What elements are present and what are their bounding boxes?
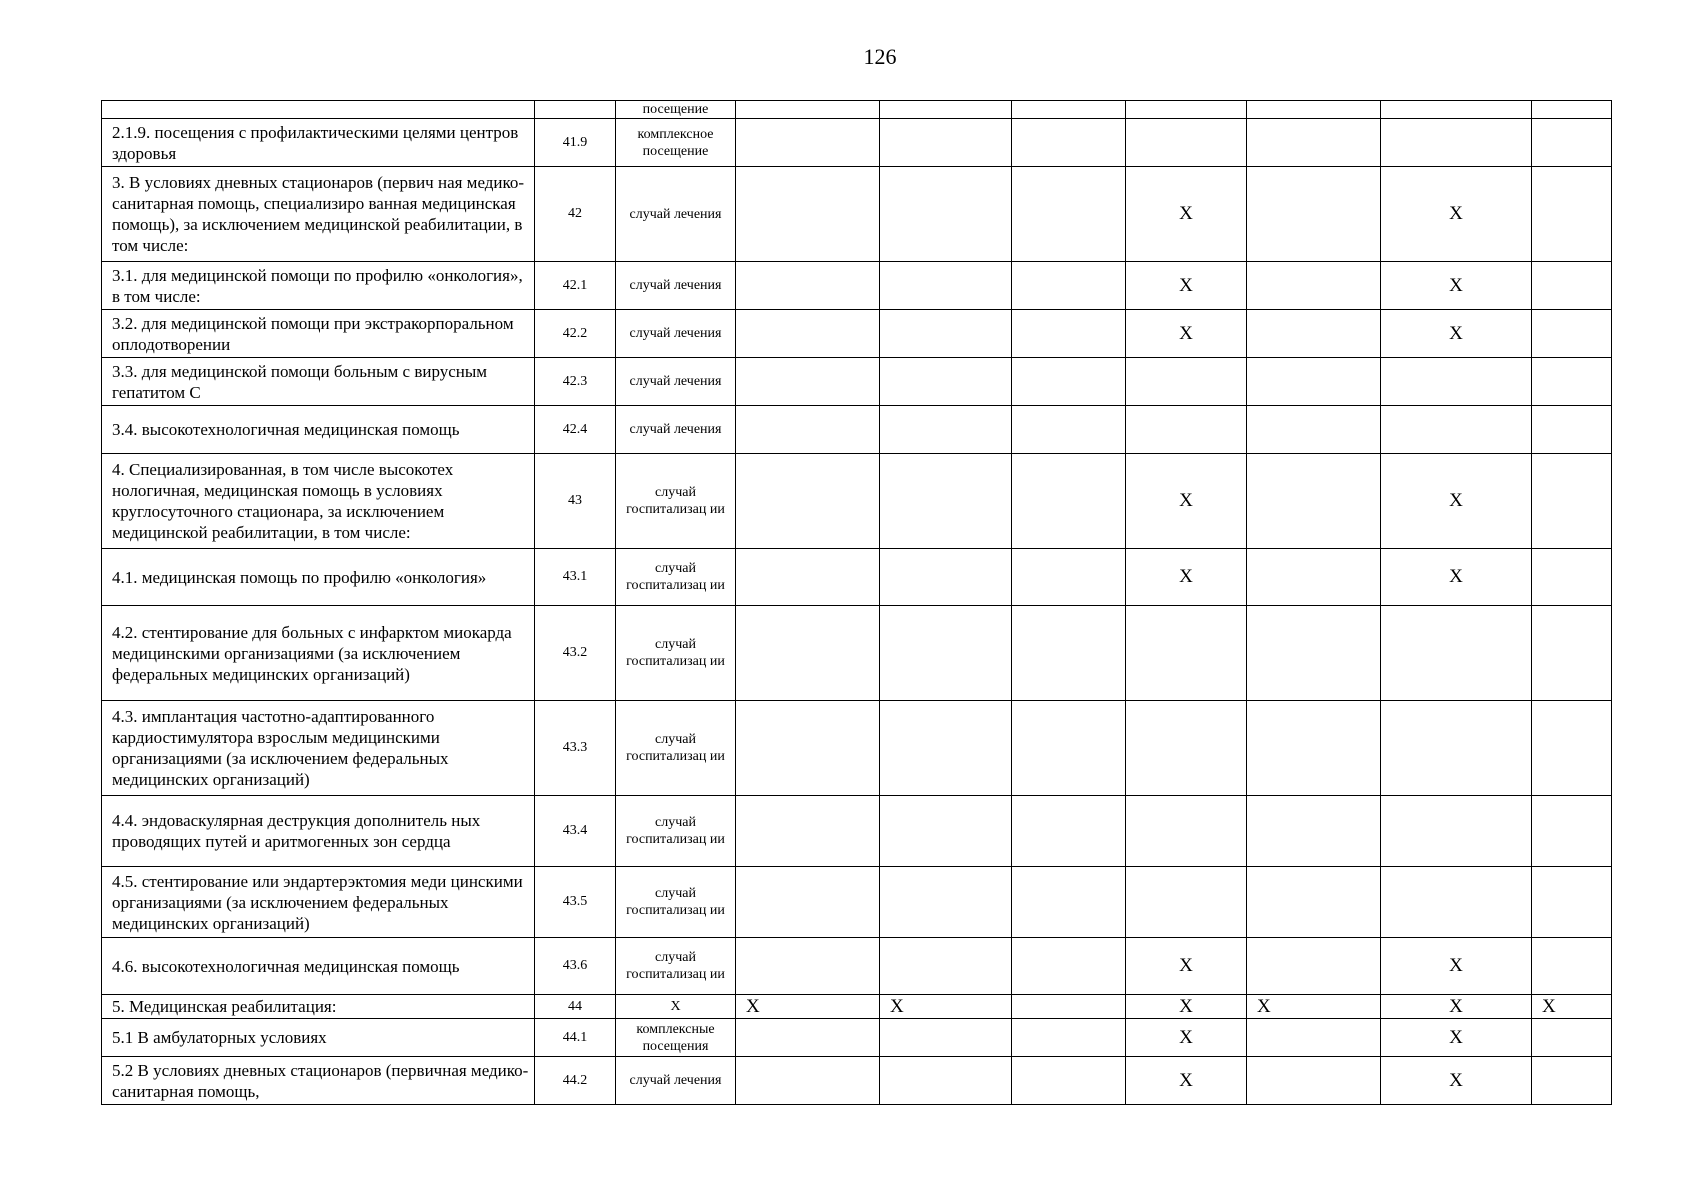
empty-cell xyxy=(1126,358,1247,406)
empty-cell xyxy=(880,119,1012,167)
empty-cell xyxy=(736,938,880,995)
empty-cell xyxy=(1012,119,1126,167)
empty-cell xyxy=(736,1057,880,1105)
empty-cell xyxy=(1012,867,1126,938)
x-mark-cell: Х xyxy=(1381,995,1532,1019)
x-mark-cell: Х xyxy=(1126,454,1247,549)
empty-cell xyxy=(736,1019,880,1057)
x-mark-cell: Х xyxy=(1381,549,1532,606)
row-unit: случай лечения xyxy=(616,262,736,310)
empty-cell xyxy=(1381,119,1532,167)
row-code: 42.4 xyxy=(535,406,616,454)
empty-cell xyxy=(1532,167,1612,262)
table-row xyxy=(102,167,1612,262)
row-unit: случай лечения xyxy=(616,310,736,358)
table-row xyxy=(102,701,1612,796)
empty-cell xyxy=(736,454,880,549)
empty-cell xyxy=(736,701,880,796)
row-unit: случай лечения xyxy=(616,406,736,454)
x-mark-cell: Х xyxy=(1381,1019,1532,1057)
empty-cell xyxy=(1012,406,1126,454)
empty-cell xyxy=(1247,938,1381,995)
row-unit: случай госпитализац ии xyxy=(616,701,736,796)
x-mark-cell: Х xyxy=(1126,167,1247,262)
x-mark-cell: Х xyxy=(1532,995,1612,1019)
row-name: 3. В условиях дневных стационаров (первич ная медико-санитарная помощь, специализиро ванная медицинская помощь), за исключением медицинской реабилитации, в том числе: xyxy=(102,167,535,262)
row-name: 4.4. эндоваскулярная деструкция дополнитель ных проводящих путей и аритмогенных зон сердца xyxy=(102,796,535,867)
empty-cell xyxy=(1381,101,1532,119)
x-mark-cell: Х xyxy=(1126,938,1247,995)
empty-cell xyxy=(1381,796,1532,867)
x-mark-cell: Х xyxy=(1126,549,1247,606)
empty-cell xyxy=(1532,101,1612,119)
x-mark-cell: Х xyxy=(1381,310,1532,358)
empty-cell xyxy=(1012,262,1126,310)
row-name xyxy=(102,101,535,119)
empty-cell xyxy=(1012,995,1126,1019)
empty-cell xyxy=(1247,1019,1381,1057)
table-row xyxy=(102,358,1612,406)
row-name: 5.1 В амбулаторных условиях xyxy=(102,1019,535,1057)
table-row xyxy=(102,995,1612,1019)
row-code: 42.2 xyxy=(535,310,616,358)
empty-cell xyxy=(880,262,1012,310)
empty-cell xyxy=(1012,1019,1126,1057)
empty-cell xyxy=(1247,262,1381,310)
empty-cell xyxy=(1247,310,1381,358)
empty-cell xyxy=(1532,796,1612,867)
empty-cell xyxy=(880,1019,1012,1057)
empty-cell xyxy=(736,867,880,938)
table-row xyxy=(102,454,1612,549)
row-code: 42 xyxy=(535,167,616,262)
table-row xyxy=(102,549,1612,606)
empty-cell xyxy=(1532,1019,1612,1057)
empty-cell xyxy=(736,549,880,606)
row-code: 44 xyxy=(535,995,616,1019)
row-name: 4.6. высокотехнологичная медицинская помощь xyxy=(102,938,535,995)
empty-cell xyxy=(736,310,880,358)
empty-cell xyxy=(1247,358,1381,406)
empty-cell xyxy=(1126,119,1247,167)
empty-cell xyxy=(1532,1057,1612,1105)
empty-cell xyxy=(1126,101,1247,119)
empty-cell xyxy=(880,406,1012,454)
table-row xyxy=(102,867,1612,938)
empty-cell xyxy=(1247,101,1381,119)
row-code: 42.1 xyxy=(535,262,616,310)
empty-cell xyxy=(1247,796,1381,867)
row-code: 41.9 xyxy=(535,119,616,167)
row-name: 3.4. высокотехнологичная медицинская помощь xyxy=(102,406,535,454)
empty-cell xyxy=(1126,606,1247,701)
row-code: 43.2 xyxy=(535,606,616,701)
empty-cell xyxy=(1012,549,1126,606)
empty-cell xyxy=(880,606,1012,701)
row-unit: случай госпитализац ии xyxy=(616,867,736,938)
table-row xyxy=(102,406,1612,454)
empty-cell xyxy=(1532,867,1612,938)
x-mark-cell: Х xyxy=(1381,1057,1532,1105)
row-name: 2.1.9. посещения с профилактическими целями центров здоровья xyxy=(102,119,535,167)
empty-cell xyxy=(880,549,1012,606)
empty-cell xyxy=(1532,119,1612,167)
empty-cell xyxy=(736,606,880,701)
empty-cell xyxy=(1247,606,1381,701)
empty-cell xyxy=(736,406,880,454)
empty-cell xyxy=(1012,358,1126,406)
row-code: 43.6 xyxy=(535,938,616,995)
row-unit: случай лечения xyxy=(616,1057,736,1105)
x-mark-cell: Х xyxy=(1381,262,1532,310)
empty-cell xyxy=(880,167,1012,262)
x-mark-cell: Х xyxy=(880,995,1012,1019)
row-code xyxy=(535,101,616,119)
empty-cell xyxy=(1247,549,1381,606)
table-row xyxy=(102,606,1612,701)
empty-cell xyxy=(1012,796,1126,867)
table-row xyxy=(102,101,1612,119)
x-mark-cell: Х xyxy=(1126,1057,1247,1105)
row-unit: случай госпитализац ии xyxy=(616,606,736,701)
empty-cell xyxy=(1532,406,1612,454)
empty-cell xyxy=(1532,358,1612,406)
empty-cell xyxy=(736,167,880,262)
empty-cell xyxy=(1532,454,1612,549)
row-code: 43.1 xyxy=(535,549,616,606)
empty-cell xyxy=(880,796,1012,867)
row-unit: комплексные посещения xyxy=(616,1019,736,1057)
table-row xyxy=(102,1019,1612,1057)
empty-cell xyxy=(1247,454,1381,549)
empty-cell xyxy=(1247,167,1381,262)
row-unit: комплексное посещение xyxy=(616,119,736,167)
empty-cell xyxy=(880,454,1012,549)
data-table xyxy=(101,100,1612,1105)
table-row xyxy=(102,1057,1612,1105)
empty-cell xyxy=(880,701,1012,796)
empty-cell xyxy=(1381,701,1532,796)
empty-cell xyxy=(1381,406,1532,454)
row-unit: посещение xyxy=(616,101,736,119)
x-mark-cell: Х xyxy=(1126,262,1247,310)
empty-cell xyxy=(1532,549,1612,606)
empty-cell xyxy=(736,101,880,119)
row-unit: случай госпитализац ии xyxy=(616,938,736,995)
row-unit: случай лечения xyxy=(616,167,736,262)
row-name: 5. Медицинская реабилитация: xyxy=(102,995,535,1019)
empty-cell xyxy=(1126,796,1247,867)
x-mark-cell: Х xyxy=(1126,995,1247,1019)
x-mark-cell: Х xyxy=(1126,1019,1247,1057)
row-name: 3.3. для медицинской помощи больным с вирусным гепатитом С xyxy=(102,358,535,406)
row-name: 4.2. стентирование для больных с инфарктом миокарда медицинскими организациями (за исключением федеральных медицинских организаций) xyxy=(102,606,535,701)
empty-cell xyxy=(880,1057,1012,1105)
empty-cell xyxy=(1381,867,1532,938)
empty-cell xyxy=(1126,701,1247,796)
table-row xyxy=(102,262,1612,310)
empty-cell xyxy=(736,119,880,167)
empty-cell xyxy=(1012,606,1126,701)
empty-cell xyxy=(880,310,1012,358)
empty-cell xyxy=(1247,701,1381,796)
empty-cell xyxy=(1126,867,1247,938)
row-unit: Х xyxy=(616,995,736,1019)
row-name: 5.2 В условиях дневных стационаров (первичная медико-санитарная помощь, xyxy=(102,1057,535,1105)
table-row xyxy=(102,119,1612,167)
empty-cell xyxy=(1532,310,1612,358)
x-mark-cell: Х xyxy=(1247,995,1381,1019)
row-code: 42.3 xyxy=(535,358,616,406)
empty-cell xyxy=(1126,406,1247,454)
row-unit: случай лечения xyxy=(616,358,736,406)
row-unit: случай госпитализац ии xyxy=(616,796,736,867)
empty-cell xyxy=(736,262,880,310)
empty-cell xyxy=(1012,938,1126,995)
empty-cell xyxy=(1012,310,1126,358)
row-name: 4. Специализированная, в том числе высокотех нологичная, медицинская помощь в условиях круглосуточного стационара, за исключением медицинской реабилитации, в том числе: xyxy=(102,454,535,549)
table-body xyxy=(102,101,1612,1105)
row-name: 3.1. для медицинской помощи по профилю «онкология», в том числе: xyxy=(102,262,535,310)
row-name: 4.3. имплантация частотно-адаптированного кардиостимулятора взрослым медицинскими организациями (за исключением федеральных медицинских организаций) xyxy=(102,701,535,796)
row-name: 4.5. стентирование или эндартерэктомия меди цинскими организациями (за исключением федеральных медицинских организаций) xyxy=(102,867,535,938)
x-mark-cell: Х xyxy=(1381,454,1532,549)
page-number: 126 xyxy=(863,44,897,69)
row-code: 43 xyxy=(535,454,616,549)
empty-cell xyxy=(880,938,1012,995)
empty-cell xyxy=(1012,701,1126,796)
empty-cell xyxy=(1012,1057,1126,1105)
empty-cell xyxy=(1247,119,1381,167)
table-row xyxy=(102,938,1612,995)
row-code: 43.5 xyxy=(535,867,616,938)
empty-cell xyxy=(1247,1057,1381,1105)
empty-cell xyxy=(880,867,1012,938)
table-row xyxy=(102,310,1612,358)
empty-cell xyxy=(1532,262,1612,310)
empty-cell xyxy=(1381,358,1532,406)
empty-cell xyxy=(1532,606,1612,701)
x-mark-cell: Х xyxy=(1381,167,1532,262)
row-code: 44.1 xyxy=(535,1019,616,1057)
row-unit: случай госпитализац ии xyxy=(616,549,736,606)
empty-cell xyxy=(880,358,1012,406)
table-row xyxy=(102,796,1612,867)
empty-cell xyxy=(1247,406,1381,454)
empty-cell xyxy=(880,101,1012,119)
x-mark-cell: Х xyxy=(736,995,880,1019)
row-name: 3.2. для медицинской помощи при экстракорпоральном оплодотворении xyxy=(102,310,535,358)
x-mark-cell: Х xyxy=(1381,938,1532,995)
empty-cell xyxy=(1012,167,1126,262)
empty-cell xyxy=(1247,867,1381,938)
empty-cell xyxy=(1381,606,1532,701)
x-mark-cell: Х xyxy=(1126,310,1247,358)
row-code: 43.4 xyxy=(535,796,616,867)
empty-cell xyxy=(1532,938,1612,995)
row-code: 44.2 xyxy=(535,1057,616,1105)
empty-cell xyxy=(1532,701,1612,796)
row-code: 43.3 xyxy=(535,701,616,796)
empty-cell xyxy=(736,796,880,867)
empty-cell xyxy=(1012,454,1126,549)
empty-cell xyxy=(1012,101,1126,119)
row-unit: случай госпитализац ии xyxy=(616,454,736,549)
row-name: 4.1. медицинская помощь по профилю «онкология» xyxy=(102,549,535,606)
empty-cell xyxy=(736,358,880,406)
